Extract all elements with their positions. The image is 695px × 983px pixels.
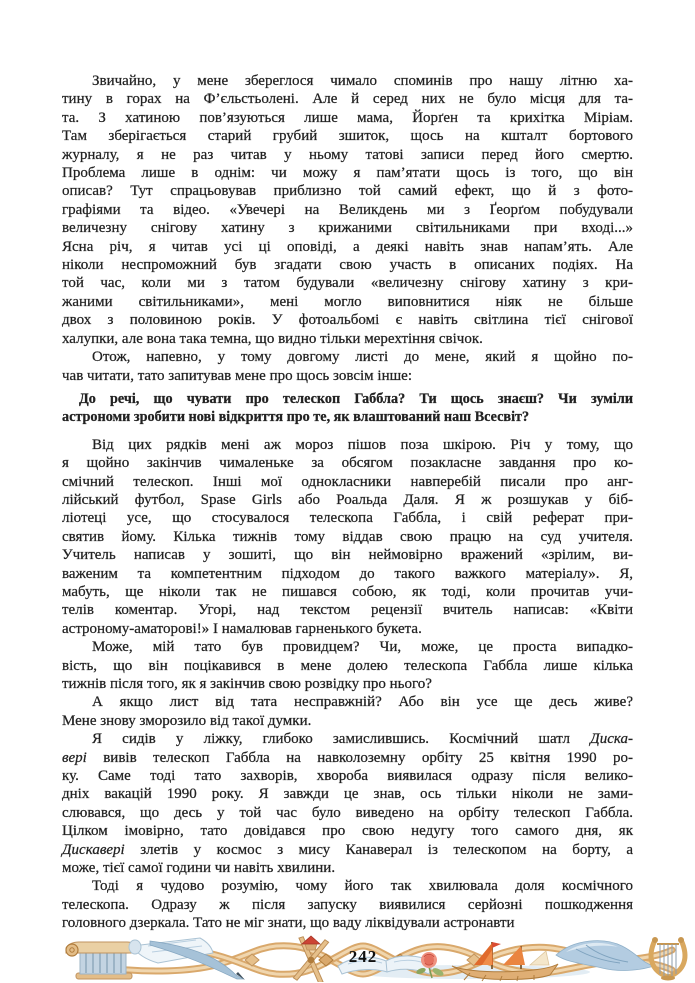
text-line: графіями та відео. «Увечері на Великдень ми з Ґеорґом побудували <box>62 201 633 218</box>
text-line: чав читати, тато запитував мене про щось зовсім інше: <box>62 367 412 384</box>
text-line: Цілком імовірно, тато довідався про свою недугу того самого дня, як <box>62 823 633 840</box>
text-line: може, тієї самої години чи навіть хвилини. <box>62 860 336 877</box>
italic-text: вері <box>62 749 87 766</box>
ionic-column-icon <box>66 942 135 979</box>
paragraph <box>62 693 633 730</box>
text-line: лійський футбол, Spase Girls або Роальда Даля. Я ж розшукав у біб- <box>62 491 633 508</box>
text-line: До речі, що чувати про телескоп Габбла? Ти щось знаєш? Чи зуміли <box>79 390 633 407</box>
text-line: астрономи зробити нові відкриття про те, як влаштований наш Всесвіт? <box>62 409 530 426</box>
text-line: Дискавері злетів у космос з мису Канаверал із телескопом на борту, а <box>62 841 633 858</box>
text-line: телескопа. Одразу ж після запуску виявилися серйозні пошкодження <box>62 896 633 913</box>
text-line: дніх вакацій 1990 року. Я завжди це знав, ось тільки ніколи не зами- <box>62 786 633 803</box>
text-line: телів коментар. Угорі, над текстом рецензії вчитель написав: «Квіти <box>62 602 633 619</box>
text-line: головного дзеркала. Тато не міг знати, що ваду ліквідували астронавти <box>62 915 515 932</box>
page-footer <box>0 935 695 982</box>
text-line: жаними світильниками», мені могло виповнитися ніяк не більше <box>62 293 633 310</box>
text-line: А якщо лист від тата несправжній? Або він усе ще десь живе? <box>92 694 633 711</box>
text-line: я щойно закінчив чималеньке за обсягом позакласне завдання про ко- <box>62 455 633 472</box>
paragraph <box>62 877 633 932</box>
text-line: вері вивів телескоп Габбла на навколоземну орбіту 25 квітня 1990 ро- <box>62 749 633 766</box>
text-line: Звичайно, у мене збереглося чимало споминів про нашу літню ха- <box>92 73 633 89</box>
paragraph <box>62 730 633 877</box>
text-line: Може, мій тато був провидцем? Чи, може, це проста випадко- <box>92 639 633 656</box>
text-line: смічний телескоп. Інші мої однокласники навперебій писали про анг- <box>62 473 633 490</box>
paragraph <box>62 638 633 693</box>
paragraph <box>62 436 633 638</box>
italic-text: Диска- <box>590 731 633 748</box>
text-line: Тоді я чудово розумію, чому його так хвилювала доля космічного <box>92 878 633 895</box>
text-line: Там зберігається старий грубий зшиток, щось на кшталт бортового <box>62 128 633 145</box>
text-line: святив йому. Кілька тижнів тому віддав свою працю на суд учителя. <box>62 528 633 545</box>
text-line: астроному-аматорові!» І намалював гарненького букета. <box>62 620 422 637</box>
text-line: слювався, що десь у той час було виведено на орбіту телескоп Габбла. <box>62 804 633 821</box>
text-line: тину в горах на Ф’єльстьолені. Але й серед них не було місця для та- <box>62 91 633 108</box>
text-line: ніколи неспроможний був згадати свою участь в описаних подіях. На <box>62 257 633 274</box>
paragraph <box>62 72 633 348</box>
italic-text: Дискавері <box>62 841 125 858</box>
paragraph-letter-quote <box>62 390 633 427</box>
text-line: Від цих рядків мені аж мороз пішов поза шкірою. Річ у тому, що <box>92 436 633 453</box>
footer-ornament-graphic <box>0 935 695 982</box>
text-line: та. З хатиною пов’язуються лише мама, Йорґен та крихітка Міріам. <box>62 109 633 126</box>
text-line: ліотеці усе, що стосувалося телескопа Габбла, і свій реферат при- <box>62 510 633 527</box>
text-line: Учитель написав у зошиті, що він неймовірно вражений «зрілим, ви- <box>62 547 633 564</box>
text-line: величезну снігову хатину з крижаними світильниками при вході...» <box>62 220 633 237</box>
text-line: двох з половиною років. У фотоальбомі є навіть світлина тієї снігової <box>62 312 633 329</box>
text-line: Ясна річ, я читав усі ці оповіді, а деякі навіть знав напам’ять. Але <box>62 238 633 255</box>
text-line: Отож, напевно, у тому довгому листі до мене, який я щойно по- <box>92 349 633 366</box>
page-number: 242 <box>348 947 378 966</box>
text-line: Мене знову зморозило від такої думки. <box>62 712 312 729</box>
text-line: мабуть, ще ніколи так не пишався собою, як тоді, коли прочитав учи- <box>62 583 633 600</box>
text-line: ку. Саме тоді тато захворів, хвороба виявилася одразу після велико- <box>62 768 633 785</box>
text-block <box>62 72 633 933</box>
text-line: важеним та компетентним підходом до такого важкого матеріалу». Я, <box>62 565 633 582</box>
text-line: той час, коли ми з татом будували «величезну снігову хатину з кри- <box>62 275 633 292</box>
text-line: вість, що він поцікавився в мене долею телескопа Габбла лише кілька <box>62 657 633 674</box>
paragraph <box>62 348 633 385</box>
text-line: тижнів після того, як я закінчив свою розвідку про нього? <box>62 676 432 692</box>
text-line: Я сидів у ліжку, глибоко замислившись. Космічний шатл Диска- <box>92 731 633 748</box>
text-line: халупки, але вона така темна, що видно тільки мерехтіння свічок. <box>62 330 483 347</box>
text-line: Проблема лише в однім: чи можу я пам’ятати щось із того, що він <box>62 165 633 182</box>
text-line: описав? Тут спрацьовував приблизно той самий ефект, що й з фото- <box>62 183 633 200</box>
text-line: журналу, я не раз читав у ньому татові записи перед його смертю. <box>62 146 633 163</box>
